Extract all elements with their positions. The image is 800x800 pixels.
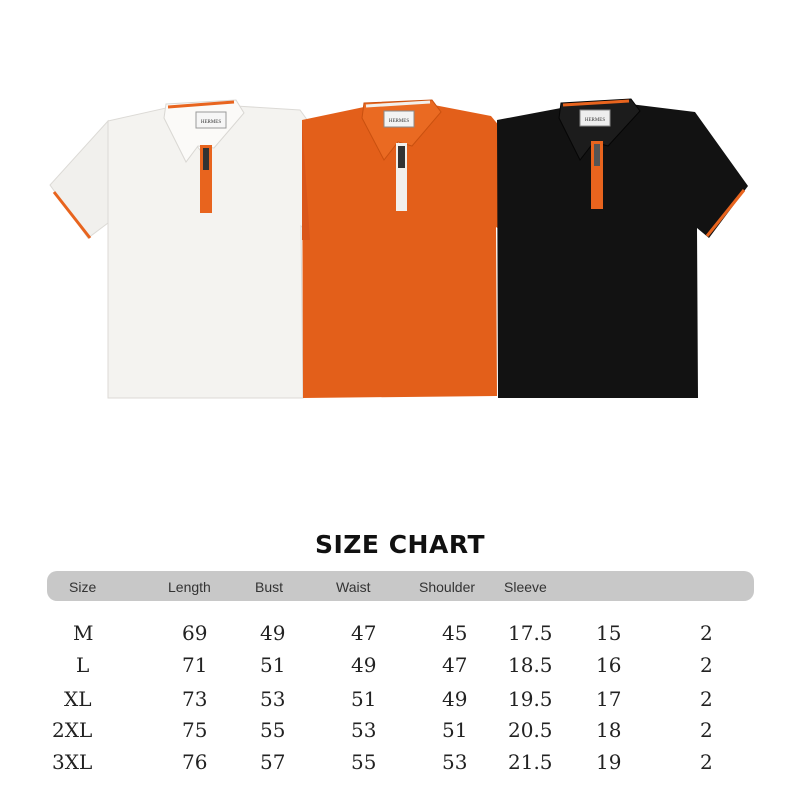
sleeve-cell: 17.5: [508, 621, 553, 645]
value-cell: 2: [700, 718, 713, 742]
value-cell: 18: [596, 718, 622, 742]
bust-cell: 55: [260, 718, 286, 742]
header-sleeve: Sleeve: [504, 579, 547, 595]
sleeve-cell: 21.5: [508, 750, 553, 774]
shoulder-cell: 49: [442, 687, 468, 711]
shoulder-cell: 53: [442, 750, 468, 774]
size-cell: 3XL: [52, 750, 93, 774]
shoulder-cell: 51: [442, 718, 468, 742]
sleeve-cell: 18.5: [508, 653, 553, 677]
waist-cell: 47: [351, 621, 377, 645]
size-chart-title: SIZE CHART: [314, 530, 485, 559]
length-cell: 71: [182, 653, 208, 677]
sleeve-cell: 19.5: [508, 687, 553, 711]
brand-label-text: HERMES: [584, 118, 606, 123]
table-row: [0, 620, 800, 650]
size-cell: 2XL: [52, 718, 93, 742]
table-row: [0, 749, 800, 779]
bust-cell: 53: [260, 687, 286, 711]
header-size: Size: [69, 579, 97, 595]
value-cell: 2: [700, 653, 713, 677]
value-cell: 16: [596, 653, 622, 677]
table-row: [0, 717, 800, 747]
size-cell: L: [76, 653, 90, 677]
waist-cell: 49: [351, 653, 377, 677]
length-cell: 73: [182, 687, 208, 711]
size-chart-header: [47, 571, 754, 601]
value-cell: 2: [700, 621, 713, 645]
sleeve-cell: 20.5: [508, 718, 553, 742]
value-cell: 2: [700, 750, 713, 774]
black-polo-shirt: [497, 99, 748, 398]
size-cell: M: [73, 621, 94, 645]
bust-cell: 49: [260, 621, 286, 645]
brand-label-text: HERMES: [388, 119, 410, 124]
waist-cell: 55: [351, 750, 377, 774]
value-cell: 15: [596, 621, 622, 645]
brand-label-text: HERMES: [200, 120, 222, 125]
header-waist: Waist: [336, 579, 371, 595]
size-cell: XL: [64, 687, 92, 711]
header-length: Length: [168, 579, 211, 595]
shoulder-cell: 47: [442, 653, 468, 677]
value-cell: 2: [700, 687, 713, 711]
header-bust: Bust: [255, 579, 284, 595]
shoulder-cell: 45: [442, 621, 468, 645]
waist-cell: 53: [351, 718, 377, 742]
length-cell: 76: [182, 750, 208, 774]
bust-cell: 57: [260, 750, 286, 774]
table-row: [0, 686, 800, 716]
value-cell: 19: [596, 750, 622, 774]
header-shoulder: Shoulder: [419, 579, 476, 595]
length-cell: 69: [182, 621, 208, 645]
value-cell: 17: [596, 687, 622, 711]
length-cell: 75: [182, 718, 208, 742]
table-row: [0, 652, 800, 682]
bust-cell: 51: [260, 653, 286, 677]
waist-cell: 51: [351, 687, 377, 711]
